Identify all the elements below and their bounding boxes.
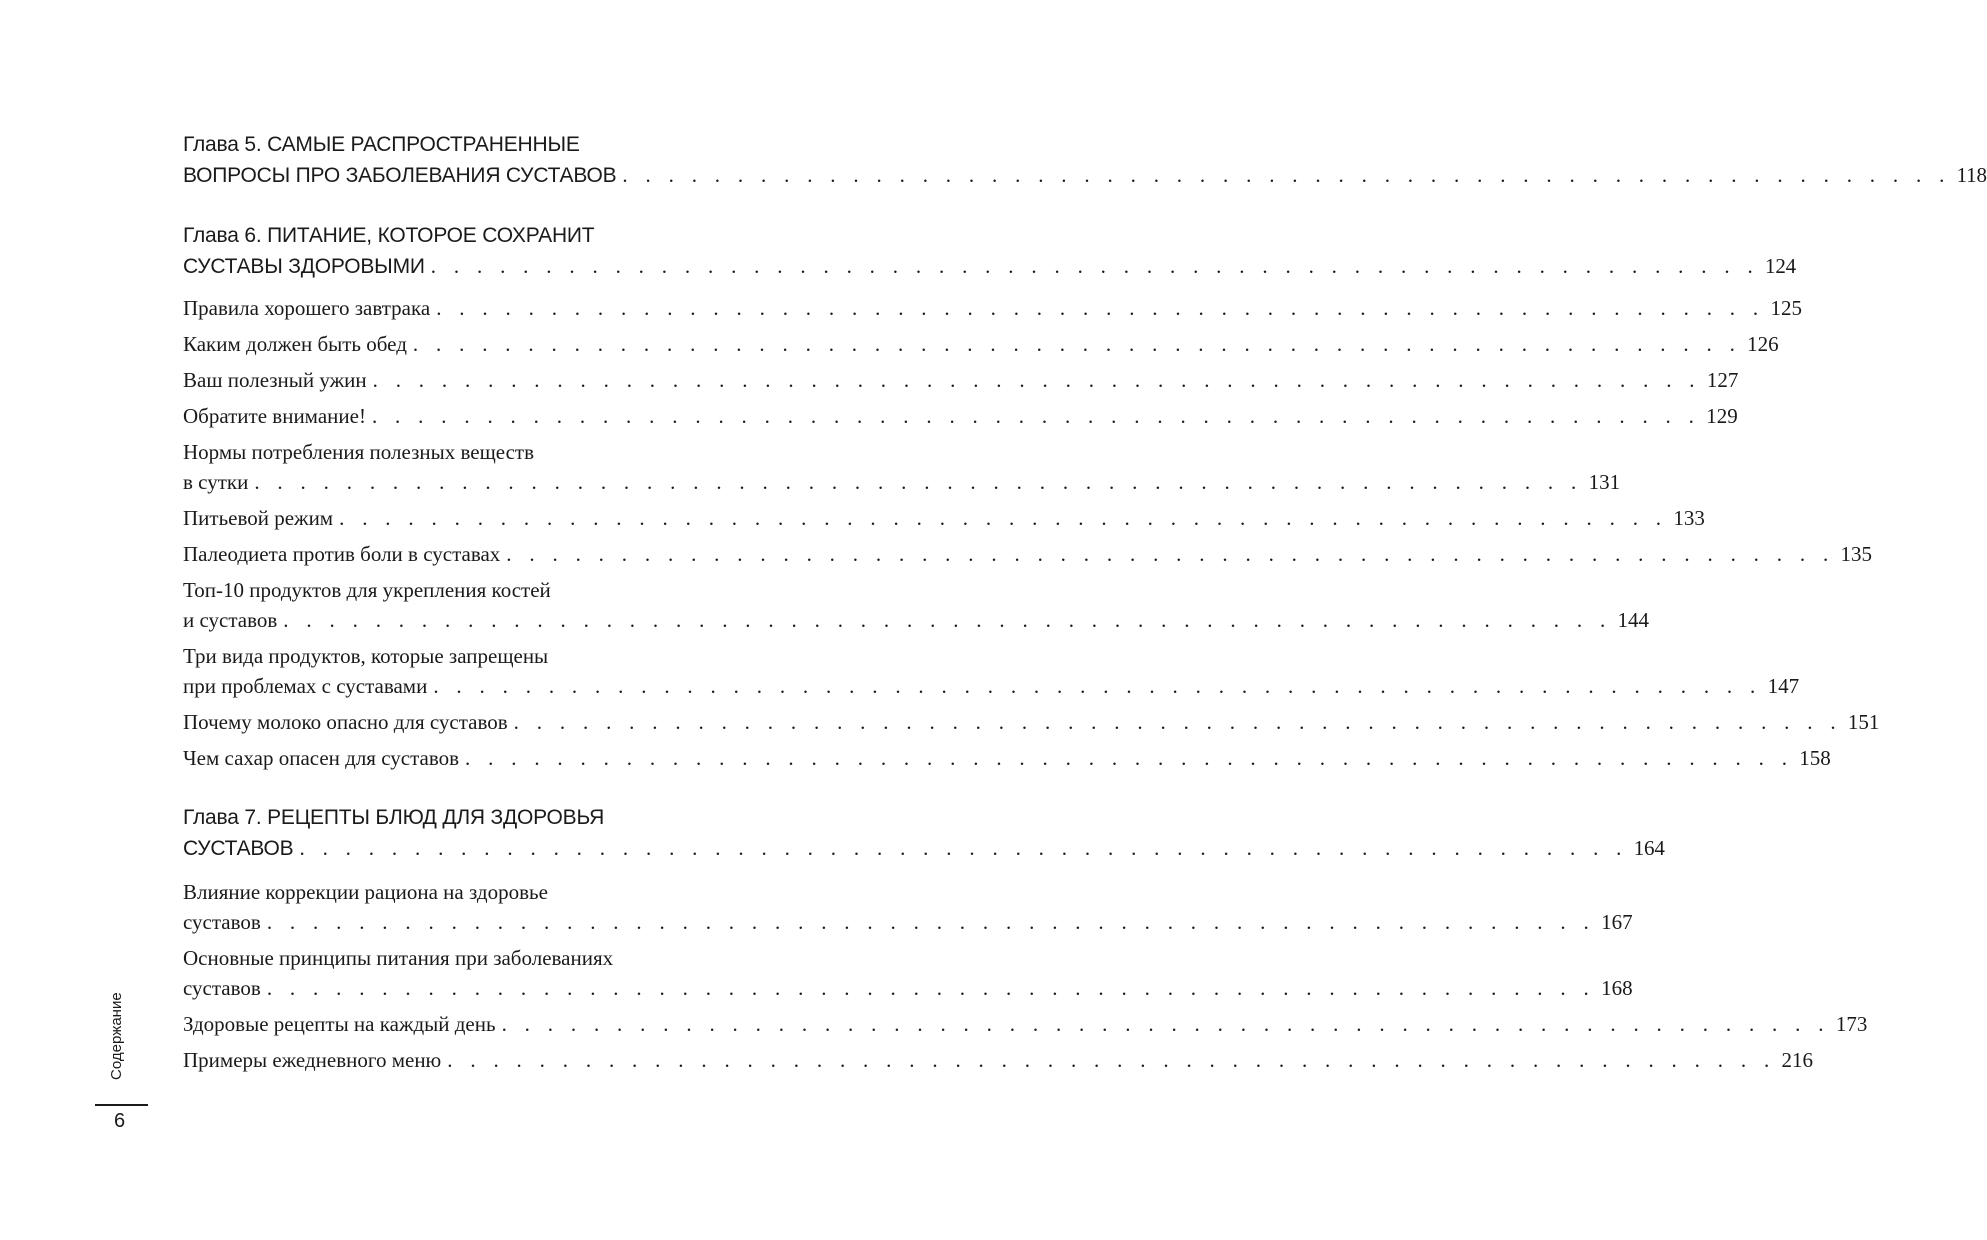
toc-entry-title: Здоровые рецепты на каждый день	[183, 1012, 496, 1036]
toc-section[interactable]	[183, 877, 1633, 937]
dot-leader: . . . . . . . . . . . . . . . . . . . . . . . . . . . . . . . . . . . . . . . . . . . . . . . . . . . . . . . . . .	[371, 404, 1701, 428]
toc-section[interactable]	[183, 943, 1633, 1003]
toc-chapter-5[interactable]	[183, 130, 1987, 191]
toc-entry-title: Три вида продуктов, которые запрещены	[183, 644, 549, 668]
toc-page-number: 147	[1767, 674, 1800, 698]
toc-entry-title: в сутки	[183, 470, 249, 494]
dot-leader: . . . . . . . . . . . . . . . . . . . . . . . . . . . . . . . . . . . . . . . . . . . . . . . . . . . . . . . . . .	[372, 368, 1701, 392]
toc-page-number: 164	[1633, 836, 1665, 860]
toc-section[interactable]	[183, 707, 1880, 737]
dot-leader: . . . . . . . . . . . . . . . . . . . . . . . . . . . . . . . . . . . . . . . . . . . . . . . . . . . . . . . . . .	[506, 542, 1835, 566]
toc-page-number: 173	[1835, 1012, 1868, 1036]
toc-entry-title: ВОПРОСЫ ПРО ЗАБОЛЕВАНИЯ СУСТАВОВ	[183, 164, 617, 187]
toc-page-number: 167	[1601, 910, 1633, 934]
toc-section[interactable]	[183, 437, 1621, 497]
toc-entry-title: Каким должен быть обед	[183, 332, 407, 356]
toc-section[interactable]	[183, 743, 1831, 773]
dot-leader: . . . . . . . . . . . . . . . . . . . . . . . . . . . . . . . . . . . . . . . . . . . . . . . . . . . . . . . . . .	[412, 332, 1742, 356]
toc-page-number: 135	[1840, 542, 1873, 566]
toc-section[interactable]	[183, 641, 1800, 701]
dot-leader: . . . . . . . . . . . . . . . . . . . . . . . . . . . . . . . . . . . . . . . . . . . . . . . . . . . . . . . . . .	[339, 506, 1668, 530]
dot-leader: . . . . . . . . . . . . . . . . . . . . . . . . . . . . . . . . . . . . . . . . . . . . . . . . . . . . . . . . . .	[283, 608, 1612, 632]
toc-section[interactable]	[183, 401, 1738, 431]
running-header: Содержание	[108, 992, 125, 1080]
dot-leader: . . . . . . . . . . . . . . . . . . . . . . . . . . . . . . . . . . . . . . . . . . . . . . . . . . . . . . . . . .	[430, 254, 1760, 278]
dot-leader: . . . . . . . . . . . . . . . . . . . . . . . . . . . . . . . . . . . . . . . . . . . . . . . . . . . . . . . . . .	[436, 296, 1765, 320]
toc-page-number: 144	[1617, 608, 1650, 632]
dot-leader: . . . . . . . . . . . . . . . . . . . . . . . . . . . . . . . . . . . . . . . . . . . . . . . . . . . . . . . . . .	[266, 976, 1596, 1000]
toc-entry-title: Ваш полезный ужин	[183, 368, 367, 392]
toc-page-number: 118	[1956, 163, 1987, 187]
toc-entry-title: Глава 6. ПИТАНИЕ, КОТОРОЕ СОХРАНИТ	[183, 224, 595, 247]
toc-chapter-7[interactable]	[183, 803, 1665, 864]
toc-entry-title: Обратите внимание!	[183, 404, 366, 428]
toc-page-number: 127	[1706, 368, 1739, 392]
toc-entry-title: СУСТАВОВ	[183, 837, 294, 860]
dot-leader: . . . . . . . . . . . . . . . . . . . . . . . . . . . . . . . . . . . . . . . . . . . . . . . . . . . . . . . . . .	[513, 710, 1842, 734]
toc-section[interactable]	[183, 575, 1650, 635]
page-number: 6	[114, 1110, 126, 1132]
toc-entry-title: Питьевой режим	[183, 506, 334, 530]
toc-entry-title: СУСТАВЫ ЗДОРОВЫМИ	[183, 255, 425, 278]
toc-entry-title: Топ-10 продуктов для укрепления костей	[183, 578, 551, 602]
dot-leader: . . . . . . . . . . . . . . . . . . . . . . . . . . . . . . . . . . . . . . . . . . . . . . . . . . . . . . . . . .	[447, 1048, 1776, 1072]
toc-entry-title: и суставов	[183, 608, 278, 632]
toc-page-number: 168	[1601, 976, 1633, 1000]
toc-entry-title: суставов	[183, 976, 261, 1000]
toc-entry-title: Основные принципы питания при заболеваниях	[183, 946, 614, 970]
toc-page-number: 158	[1799, 746, 1831, 770]
toc-section[interactable]	[183, 503, 1705, 533]
toc-chapter-6[interactable]	[183, 221, 1796, 282]
toc-page-number: 151	[1847, 710, 1880, 734]
dot-leader: . . . . . . . . . . . . . . . . . . . . . . . . . . . . . . . . . . . . . . . . . . . . . . . . . . . . . . . . . .	[501, 1012, 1830, 1036]
toc-entry-title: Влияние коррекции рациона на здоровье	[183, 880, 548, 904]
toc-entry-title: при проблемах с суставами	[183, 674, 428, 698]
toc-page-number: 131	[1588, 470, 1621, 494]
toc-entry-title: Глава 7. РЕЦЕПТЫ БЛЮД ДЛЯ ЗДОРОВЬЯ	[183, 806, 605, 829]
dot-leader: . . . . . . . . . . . . . . . . . . . . . . . . . . . . . . . . . . . . . . . . . . . . . . . . . . . . . . . . . .	[266, 910, 1596, 934]
toc-entry-title: Примеры ежедневного меню	[183, 1048, 442, 1072]
toc-page-number: 125	[1770, 296, 1802, 320]
dot-leader: . . . . . . . . . . . . . . . . . . . . . . . . . . . . . . . . . . . . . . . . . . . . . . . . . . . . . . . . . .	[465, 746, 1794, 770]
dot-leader: . . . . . . . . . . . . . . . . . . . . . . . . . . . . . . . . . . . . . . . . . . . . . . . . . . . . . . . . . .	[299, 836, 1628, 860]
toc-entry-title: Почему молоко опасно для суставов	[183, 710, 508, 734]
toc-section[interactable]	[183, 329, 1779, 359]
toc-entry-title: Чем сахар опасен для суставов	[183, 746, 460, 770]
dot-leader: . . . . . . . . . . . . . . . . . . . . . . . . . . . . . . . . . . . . . . . . . . . . . . . . . . . . . . . . . .	[254, 470, 1583, 494]
toc-entry-title: Правила хорошего завтрака	[183, 296, 431, 320]
toc-entry-title: Глава 5. САМЫЕ РАСПРОСТРАНЕННЫЕ	[183, 133, 580, 156]
toc-section[interactable]	[183, 1009, 1868, 1039]
toc-entry-title: Нормы потребления полезных веществ	[183, 440, 535, 464]
toc-entry-title: суставов	[183, 910, 261, 934]
toc-page-number: 216	[1781, 1048, 1813, 1072]
toc-section[interactable]	[183, 365, 1739, 395]
table-of-contents	[183, 130, 1987, 1075]
toc-section[interactable]	[183, 1045, 1813, 1075]
toc-section[interactable]	[183, 293, 1802, 323]
toc-entry-title: Палеодиета против боли в суставах	[183, 542, 501, 566]
dot-leader: . . . . . . . . . . . . . . . . . . . . . . . . . . . . . . . . . . . . . . . . . . . . . . . . . . . . . . . . . .	[622, 163, 1951, 187]
toc-page-number: 124	[1765, 254, 1796, 278]
toc-page-number: 129	[1706, 404, 1738, 428]
toc-section[interactable]	[183, 539, 1873, 569]
toc-page-number: 126	[1747, 332, 1779, 356]
dot-leader: . . . . . . . . . . . . . . . . . . . . . . . . . . . . . . . . . . . . . . . . . . . . . . . . . . . . . . . . . .	[433, 674, 1762, 698]
toc-page-number: 133	[1673, 506, 1705, 530]
folio-rule	[95, 1104, 148, 1106]
